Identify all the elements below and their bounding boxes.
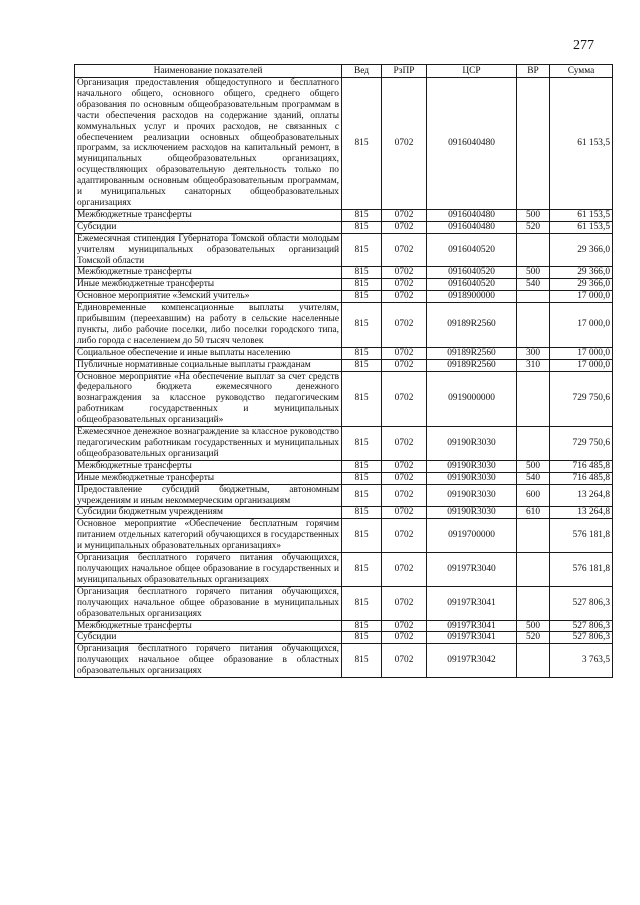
table-row bbox=[75, 632, 613, 644]
table-row bbox=[75, 427, 613, 461]
row-name: Межбюджетные трансферты bbox=[75, 267, 342, 279]
row-name: Социальное обеспечение и иные выплаты населению bbox=[75, 347, 342, 359]
row-vr bbox=[517, 519, 550, 553]
row-csr: 09189R2560 bbox=[427, 359, 517, 371]
row-csr: 0916040480 bbox=[427, 221, 517, 233]
row-csr: 0918900000 bbox=[427, 291, 517, 303]
row-ved: 815 bbox=[342, 507, 382, 519]
row-vr: 600 bbox=[517, 484, 550, 507]
row-sum: 729 750,6 bbox=[550, 371, 613, 427]
row-vr bbox=[517, 644, 550, 678]
row-rzpr: 0702 bbox=[382, 221, 427, 233]
row-rzpr: 0702 bbox=[382, 371, 427, 427]
header-rzpr: РзПР bbox=[382, 65, 427, 78]
row-sum: 527 806,3 bbox=[550, 586, 613, 620]
row-ved: 815 bbox=[342, 371, 382, 427]
table-row bbox=[75, 484, 613, 507]
row-rzpr: 0702 bbox=[382, 484, 427, 507]
row-csr: 09197R3042 bbox=[427, 644, 517, 678]
row-vr: 300 bbox=[517, 347, 550, 359]
row-rzpr: 0702 bbox=[382, 291, 427, 303]
row-name: Основное мероприятие «Земский учитель» bbox=[75, 291, 342, 303]
row-rzpr: 0702 bbox=[382, 303, 427, 348]
row-rzpr: 0702 bbox=[382, 620, 427, 632]
row-vr: 540 bbox=[517, 472, 550, 484]
row-sum: 61 153,5 bbox=[550, 209, 613, 221]
row-sum: 17 000,0 bbox=[550, 359, 613, 371]
row-csr: 09190R3030 bbox=[427, 484, 517, 507]
row-ved: 815 bbox=[342, 233, 382, 267]
row-rzpr: 0702 bbox=[382, 209, 427, 221]
row-csr: 09190R3030 bbox=[427, 460, 517, 472]
row-name: Межбюджетные трансферты bbox=[75, 209, 342, 221]
row-rzpr: 0702 bbox=[382, 78, 427, 210]
row-ved: 815 bbox=[342, 279, 382, 291]
row-ved: 815 bbox=[342, 427, 382, 461]
row-ved: 815 bbox=[342, 644, 382, 678]
row-csr: 09197R3041 bbox=[427, 632, 517, 644]
row-csr: 09190R3030 bbox=[427, 427, 517, 461]
row-sum: 576 181,8 bbox=[550, 519, 613, 553]
row-csr: 09197R3041 bbox=[427, 620, 517, 632]
row-csr: 0919700000 bbox=[427, 519, 517, 553]
row-name: Ежемесячная стипендия Губернатора Томской области молодым учителям муниципальных образовательных организаций Томской области bbox=[75, 233, 342, 267]
row-name: Единовременные компенсационные выплаты учителям, прибывшим (переехавшим) на работу в сельские населенные пункты, либо рабочие поселки, либо поселки городского типа, либо города с населением до 50 тысяч человек bbox=[75, 303, 342, 348]
table-row bbox=[75, 371, 613, 427]
table-row bbox=[75, 221, 613, 233]
header-ved: Вед bbox=[342, 65, 382, 78]
row-sum: 3 763,5 bbox=[550, 644, 613, 678]
row-name: Межбюджетные трансферты bbox=[75, 620, 342, 632]
row-rzpr: 0702 bbox=[382, 519, 427, 553]
header-csr: ЦСР bbox=[427, 65, 517, 78]
row-rzpr: 0702 bbox=[382, 472, 427, 484]
row-csr: 0916040480 bbox=[427, 78, 517, 210]
table-row bbox=[75, 519, 613, 553]
row-ved: 815 bbox=[342, 586, 382, 620]
budget-table bbox=[74, 64, 613, 678]
row-ved: 815 bbox=[342, 519, 382, 553]
row-sum: 13 264,8 bbox=[550, 484, 613, 507]
row-ved: 815 bbox=[342, 472, 382, 484]
row-csr: 09189R2560 bbox=[427, 347, 517, 359]
row-rzpr: 0702 bbox=[382, 359, 427, 371]
row-csr: 09190R3030 bbox=[427, 472, 517, 484]
row-name: Субсидии бюджетным учреждениям bbox=[75, 507, 342, 519]
row-ved: 815 bbox=[342, 221, 382, 233]
row-vr bbox=[517, 427, 550, 461]
table-row bbox=[75, 233, 613, 267]
table-row bbox=[75, 553, 613, 587]
row-vr: 500 bbox=[517, 460, 550, 472]
row-sum: 17 000,0 bbox=[550, 347, 613, 359]
row-vr: 500 bbox=[517, 267, 550, 279]
row-name: Организация бесплатного горячего питания обучающихся, получающих начальное общее образование в государственных и муниципальных образовательных организациях bbox=[75, 553, 342, 587]
table-row bbox=[75, 472, 613, 484]
row-sum: 17 000,0 bbox=[550, 303, 613, 348]
row-sum: 17 000,0 bbox=[550, 291, 613, 303]
table-row bbox=[75, 460, 613, 472]
header-sum: Сумма bbox=[550, 65, 613, 78]
row-ved: 815 bbox=[342, 620, 382, 632]
row-csr: 0919000000 bbox=[427, 371, 517, 427]
row-vr: 520 bbox=[517, 221, 550, 233]
row-name: Публичные нормативные социальные выплаты гражданам bbox=[75, 359, 342, 371]
row-ved: 815 bbox=[342, 359, 382, 371]
row-name: Предоставление субсидий бюджетным, автономным учреждениям и иным некоммерческим организациям bbox=[75, 484, 342, 507]
row-rzpr: 0702 bbox=[382, 347, 427, 359]
row-sum: 29 366,0 bbox=[550, 233, 613, 267]
row-rzpr: 0702 bbox=[382, 644, 427, 678]
row-name: Основное мероприятие «Обеспечение бесплатным горячим питанием отдельных категорий обучающихся в государственных и муниципальных образовательных организациях» bbox=[75, 519, 342, 553]
row-ved: 815 bbox=[342, 303, 382, 348]
row-vr bbox=[517, 586, 550, 620]
row-csr: 0916040520 bbox=[427, 267, 517, 279]
table-row bbox=[75, 267, 613, 279]
row-sum: 61 153,5 bbox=[550, 221, 613, 233]
row-ved: 815 bbox=[342, 267, 382, 279]
header-vr: ВР bbox=[517, 65, 550, 78]
row-vr: 310 bbox=[517, 359, 550, 371]
row-sum: 527 806,3 bbox=[550, 620, 613, 632]
row-vr bbox=[517, 78, 550, 210]
table-row bbox=[75, 347, 613, 359]
row-name: Субсидии bbox=[75, 632, 342, 644]
row-name: Иные межбюджетные трансферты bbox=[75, 279, 342, 291]
row-name: Межбюджетные трансферты bbox=[75, 460, 342, 472]
table-row bbox=[75, 620, 613, 632]
row-ved: 815 bbox=[342, 78, 382, 210]
row-csr: 0916040520 bbox=[427, 233, 517, 267]
table-row bbox=[75, 644, 613, 678]
row-ved: 815 bbox=[342, 347, 382, 359]
row-ved: 815 bbox=[342, 291, 382, 303]
row-vr bbox=[517, 291, 550, 303]
row-rzpr: 0702 bbox=[382, 427, 427, 461]
row-sum: 716 485,8 bbox=[550, 460, 613, 472]
table-row bbox=[75, 303, 613, 348]
row-csr: 09189R2560 bbox=[427, 303, 517, 348]
row-sum: 29 366,0 bbox=[550, 279, 613, 291]
row-sum: 13 264,8 bbox=[550, 507, 613, 519]
row-ved: 815 bbox=[342, 553, 382, 587]
row-name: Субсидии bbox=[75, 221, 342, 233]
row-sum: 716 485,8 bbox=[550, 472, 613, 484]
row-vr: 500 bbox=[517, 209, 550, 221]
table-row bbox=[75, 291, 613, 303]
row-ved: 815 bbox=[342, 632, 382, 644]
row-csr: 09197R3041 bbox=[427, 586, 517, 620]
row-csr: 09197R3040 bbox=[427, 553, 517, 587]
row-vr bbox=[517, 303, 550, 348]
row-vr: 500 bbox=[517, 620, 550, 632]
table-row bbox=[75, 279, 613, 291]
row-vr: 520 bbox=[517, 632, 550, 644]
row-name: Организация бесплатного горячего питания обучающихся, получающих начальное общее образование в муниципальных образовательных организациях bbox=[75, 586, 342, 620]
row-vr: 610 bbox=[517, 507, 550, 519]
row-sum: 29 366,0 bbox=[550, 267, 613, 279]
row-csr: 09190R3030 bbox=[427, 507, 517, 519]
table-row bbox=[75, 507, 613, 519]
row-ved: 815 bbox=[342, 460, 382, 472]
row-vr: 540 bbox=[517, 279, 550, 291]
row-rzpr: 0702 bbox=[382, 586, 427, 620]
row-rzpr: 0702 bbox=[382, 460, 427, 472]
row-sum: 576 181,8 bbox=[550, 553, 613, 587]
row-sum: 729 750,6 bbox=[550, 427, 613, 461]
row-ved: 815 bbox=[342, 484, 382, 507]
table-row bbox=[75, 359, 613, 371]
row-ved: 815 bbox=[342, 209, 382, 221]
header-name: Наименование показателей bbox=[75, 65, 342, 78]
row-csr: 0916040480 bbox=[427, 209, 517, 221]
row-name: Основное мероприятие «На обеспечение выплат за счет средств федерального бюджета ежемесячного денежного вознаграждения за классное руководство педагогическим работникам государственных и муниципальных общеобразовательных организаций» bbox=[75, 371, 342, 427]
row-csr: 0916040520 bbox=[427, 279, 517, 291]
row-sum: 61 153,5 bbox=[550, 78, 613, 210]
row-name: Организация предоставления общедоступного и бесплатного начального общего, основного общего, среднего общего образования по основным общеобразовательным программам в части обеспечения расходов на содержание зданий, оплаты коммунальных услуг и прочих расходов, не связанных с обеспечением реализации основных общеобразовательных программ, за исключением расходов на капитальный ремонт, в муниципальных общеобразовательных организациях, осуществляющих образовательную деятельность только по адаптированным основным общеобразовательным программам, и муниципальных санаторных общеобразовательных организациях bbox=[75, 78, 342, 210]
row-name: Иные межбюджетные трансферты bbox=[75, 472, 342, 484]
table-body bbox=[75, 78, 613, 678]
table-row bbox=[75, 209, 613, 221]
row-name: Организация бесплатного горячего питания обучающихся, получающих начальное общее образование в областных образовательных организациях bbox=[75, 644, 342, 678]
row-vr bbox=[517, 233, 550, 267]
row-vr bbox=[517, 371, 550, 427]
row-rzpr: 0702 bbox=[382, 233, 427, 267]
table-header-row bbox=[75, 65, 613, 78]
row-rzpr: 0702 bbox=[382, 632, 427, 644]
row-sum: 527 806,3 bbox=[550, 632, 613, 644]
table-row bbox=[75, 586, 613, 620]
row-rzpr: 0702 bbox=[382, 507, 427, 519]
row-rzpr: 0702 bbox=[382, 279, 427, 291]
row-vr bbox=[517, 553, 550, 587]
row-name: Ежемесячное денежное вознаграждение за классное руководство педагогическим работникам государственных и муниципальных общеобразовательных организаций bbox=[75, 427, 342, 461]
table-row bbox=[75, 78, 613, 210]
page-number: 277 bbox=[573, 38, 594, 53]
row-rzpr: 0702 bbox=[382, 553, 427, 587]
row-rzpr: 0702 bbox=[382, 267, 427, 279]
